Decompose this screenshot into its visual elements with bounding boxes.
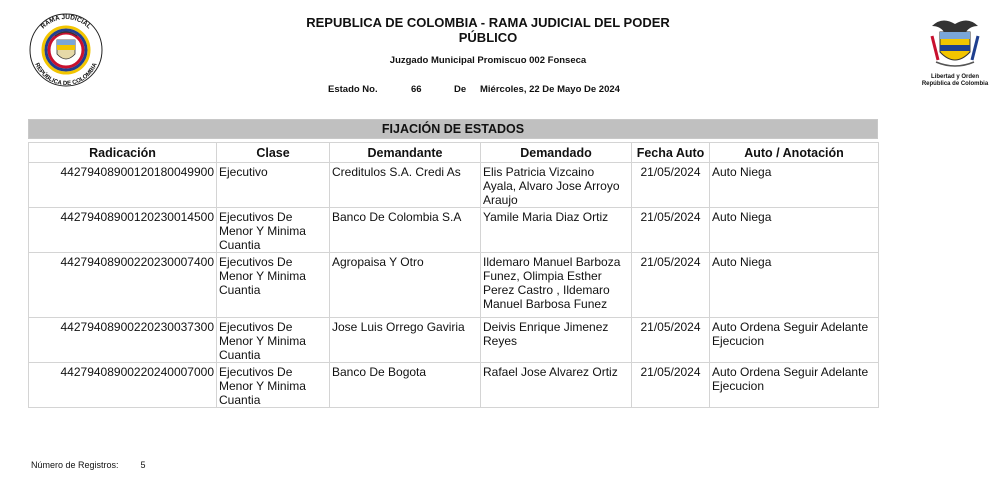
cell-demandante: Banco De Colombia S.A <box>330 208 481 253</box>
cell-clase: Ejecutivos De Menor Y Minima Cuantia <box>217 208 330 253</box>
cell-fecha-auto: 21/05/2024 <box>632 163 710 208</box>
column-header-demandante: Demandante <box>330 143 481 163</box>
cell-auto-anotacion: Auto Niega <box>710 253 879 318</box>
estado-number: 66 <box>411 84 422 95</box>
cell-radicacion: 44279408900220230007400 <box>29 253 217 318</box>
table-row <box>29 163 879 208</box>
cell-radicacion: 44279408900120230014500 <box>29 208 217 253</box>
cell-radicacion: 44279408900120180049900 <box>29 163 217 208</box>
cell-radicacion: 44279408900220240007000 <box>29 363 217 408</box>
table-header-row <box>29 143 879 163</box>
rama-judicial-seal-icon <box>25 12 107 88</box>
column-header-radicacion: Radicación <box>29 143 217 163</box>
estado-label: Estado No. <box>328 84 378 95</box>
colombia-coat-of-arms-icon <box>918 12 992 88</box>
cell-clase: Ejecutivos De Menor Y Minima Cuantia <box>217 318 330 363</box>
cell-demandante: Agropaisa Y Otro <box>330 253 481 318</box>
court-name: Juzgado Municipal Promiscuo 002 Fonseca <box>389 55 587 66</box>
cell-demandado: Ildemaro Manuel Barboza Funez, Olimpia Esther Perez Castro , Ildemaro Manuel Barbosa Funez <box>481 253 632 318</box>
cell-demandado: Elis Patricia Vizcaino Ayala, Alvaro Jose Arroyo Araujo <box>481 163 632 208</box>
cell-clase: Ejecutivo <box>217 163 330 208</box>
cell-fecha-auto: 21/05/2024 <box>632 208 710 253</box>
left-seal-bottom-text: REPÚBLICA DE COLOMBIA <box>33 62 99 88</box>
cell-demandante: Banco De Bogota <box>330 363 481 408</box>
registros-count: 5 <box>140 460 146 470</box>
cell-auto-anotacion: Auto Ordena Seguir Adelante Ejecucion <box>710 363 879 408</box>
cell-fecha-auto: 21/05/2024 <box>632 253 710 318</box>
cell-auto-anotacion: Auto Ordena Seguir Adelante Ejecucion <box>710 318 879 363</box>
table-row <box>29 208 879 253</box>
right-seal-caption-line2: República de Colombia <box>921 81 989 87</box>
cell-radicacion: 44279408900220230037300 <box>29 318 217 363</box>
cell-fecha-auto: 21/05/2024 <box>632 363 710 408</box>
estado-de-label: De <box>454 84 467 95</box>
cell-fecha-auto: 21/05/2024 <box>632 318 710 363</box>
table-row <box>29 318 879 363</box>
estado-line <box>328 84 620 95</box>
cell-demandante: Creditulos S.A. Credi As <box>330 163 481 208</box>
registros-summary <box>31 460 146 470</box>
registros-label: Número de Registros: <box>31 460 119 470</box>
cell-demandado: Rafael Jose Alvarez Ortiz <box>481 363 632 408</box>
right-seal-caption-line1: Libertad y Orden <box>930 74 980 80</box>
cell-clase: Ejecutivos De Menor Y Minima Cuantia <box>217 253 330 318</box>
column-header-auto-anotacion: Auto / Anotación <box>710 143 879 163</box>
column-header-demandado: Demandado <box>481 143 632 163</box>
estado-date: Miércoles, 22 De Mayo De 2024 <box>480 84 620 95</box>
cell-auto-anotacion: Auto Niega <box>710 163 879 208</box>
cell-demandado: Deivis Enrique Jimenez Reyes <box>481 318 632 363</box>
column-header-clase: Clase <box>217 143 330 163</box>
left-seal-top-text: RAMA JUDICIAL <box>39 13 93 31</box>
cell-demandado: Yamile Maria Diaz Ortiz <box>481 208 632 253</box>
table-row <box>29 363 879 408</box>
section-title: FIJACIÓN DE ESTADOS <box>28 119 878 139</box>
cell-demandante: Jose Luis Orrego Gaviria <box>330 318 481 363</box>
cell-clase: Ejecutivos De Menor Y Minima Cuantia <box>217 363 330 408</box>
cell-auto-anotacion: Auto Niega <box>710 208 879 253</box>
document-title: REPUBLICA DE COLOMBIA - RAMA JUDICIAL DEL PODER PÚBLICO <box>306 15 670 45</box>
column-header-fecha-auto: Fecha Auto <box>632 143 710 163</box>
table-row <box>29 253 879 318</box>
estados-table <box>28 142 879 408</box>
